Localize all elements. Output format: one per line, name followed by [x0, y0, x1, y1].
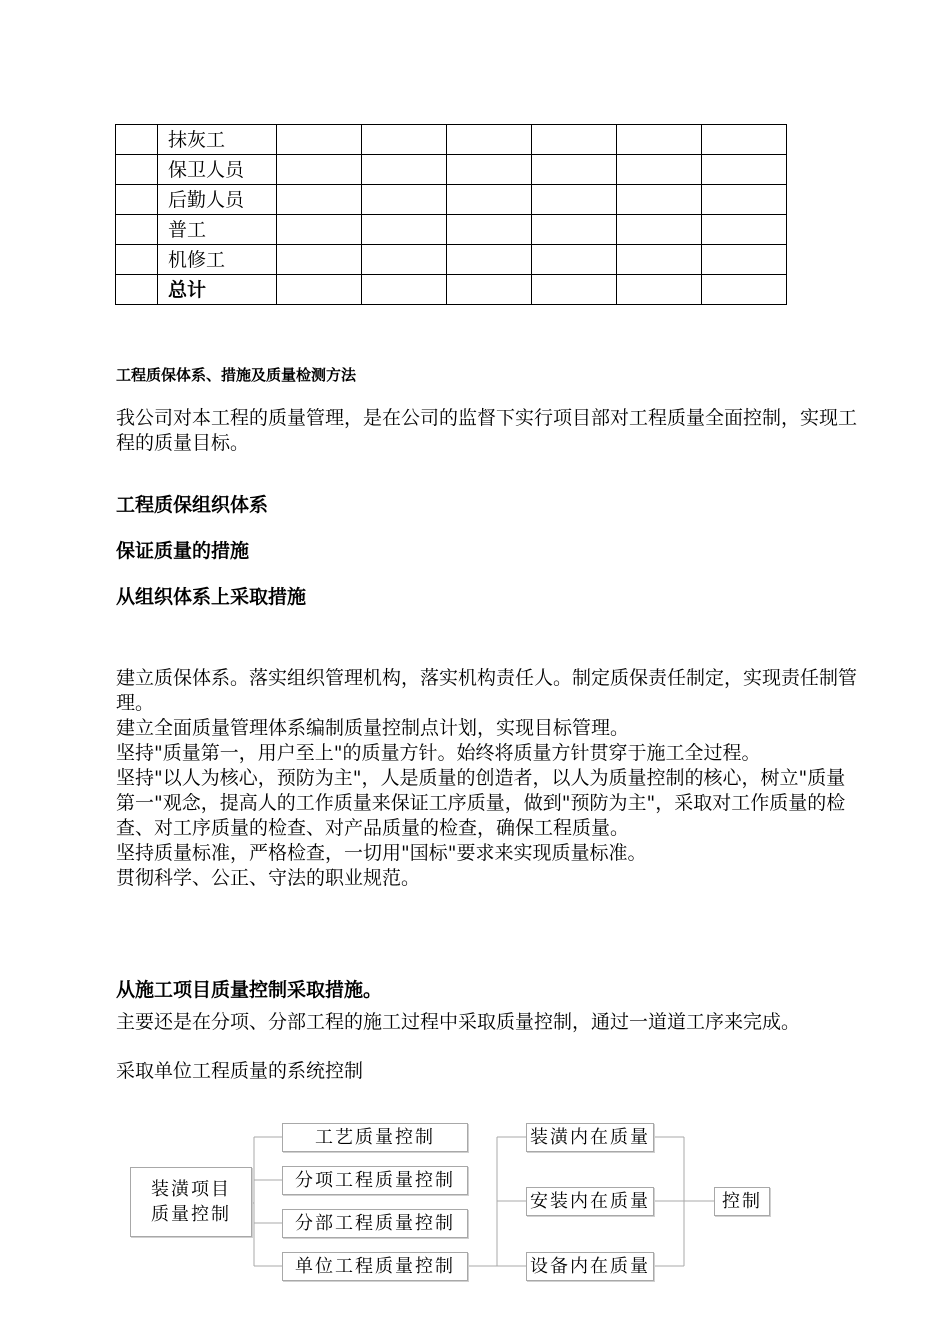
diagram-node-control: 控制: [714, 1187, 770, 1216]
list-item: 坚持"以人为核心，预防为主"，人是质量的创造者，以人为质量控制的核心，树立"质量第一"观念，提高人的工作质量来保证工序质量，做到"预防为主"，采取对工作质量的检查、对工序质量的检查、对产品质量的检查，确保工程质量。: [116, 767, 846, 839]
table-cell-label: 普工: [158, 215, 277, 245]
table-cell-label: 后勤人员: [158, 185, 277, 215]
heading-quality-measures: 保证质量的措施: [116, 540, 250, 562]
intro-paragraph: 我公司对本工程的质量管理，是在公司的监督下实行项目部对工程质量全面控制，实现工程的质量目标。: [116, 407, 858, 454]
diagram-node-unit-quality: 单位工程质量控制: [282, 1252, 468, 1281]
construction-paragraph: 主要还是在分项、分部工程的施工过程中采取质量控制，通过一道道工序来完成。: [116, 1011, 801, 1033]
diagram-node-item-quality: 分项工程质量控制: [282, 1166, 468, 1195]
list-item: 建立质保体系。落实组织管理机构，落实机构责任人。制定质保责任制定，实现责任制管理。: [116, 667, 858, 714]
table-cell-label: 机修工: [158, 245, 277, 275]
table-cell-label: 总计: [158, 275, 277, 305]
diagram-caption: 采取单位工程质量的系统控制: [116, 1060, 364, 1082]
diagram-root-line1: 装潢项目: [151, 1179, 231, 1200]
table-cell-label: 抹灰工: [158, 125, 277, 155]
diagram-root-node: [130, 1167, 252, 1237]
diagram-root-line2: 质量控制: [151, 1204, 231, 1225]
diagram-node-division-quality: 分部工程质量控制: [282, 1209, 468, 1238]
list-item: 坚持质量标准，严格检查，一切用"国标"要求来实现质量标准。: [116, 842, 647, 864]
table-cell-label: 保卫人员: [158, 155, 277, 185]
heading-construction-measures: 从施工项目质量控制采取措施。: [116, 979, 383, 1001]
diagram-node-install-quality: 安装内在质量: [526, 1187, 654, 1216]
list-item: 坚持"质量第一，用户至上"的质量方针。始终将质量方针贯穿于施工全过程。: [116, 742, 761, 764]
heading-quality-system: 工程质保组织体系: [116, 494, 269, 516]
diagram-node-equipment-quality: 设备内在质量: [526, 1252, 654, 1281]
section-title: 工程质保体系、措施及质量检测方法: [116, 366, 357, 384]
list-item: 贯彻科学、公正、守法的职业规范。: [116, 867, 421, 889]
diagram-node-process-quality: 工艺质量控制: [282, 1123, 468, 1152]
heading-org-measures: 从组织体系上采取措施: [116, 586, 307, 608]
list-item: 建立全面质量管理体系编制质量控制点计划，实现目标管理。: [116, 717, 630, 739]
diagram-node-decor-quality: 装潢内在质量: [526, 1123, 654, 1152]
